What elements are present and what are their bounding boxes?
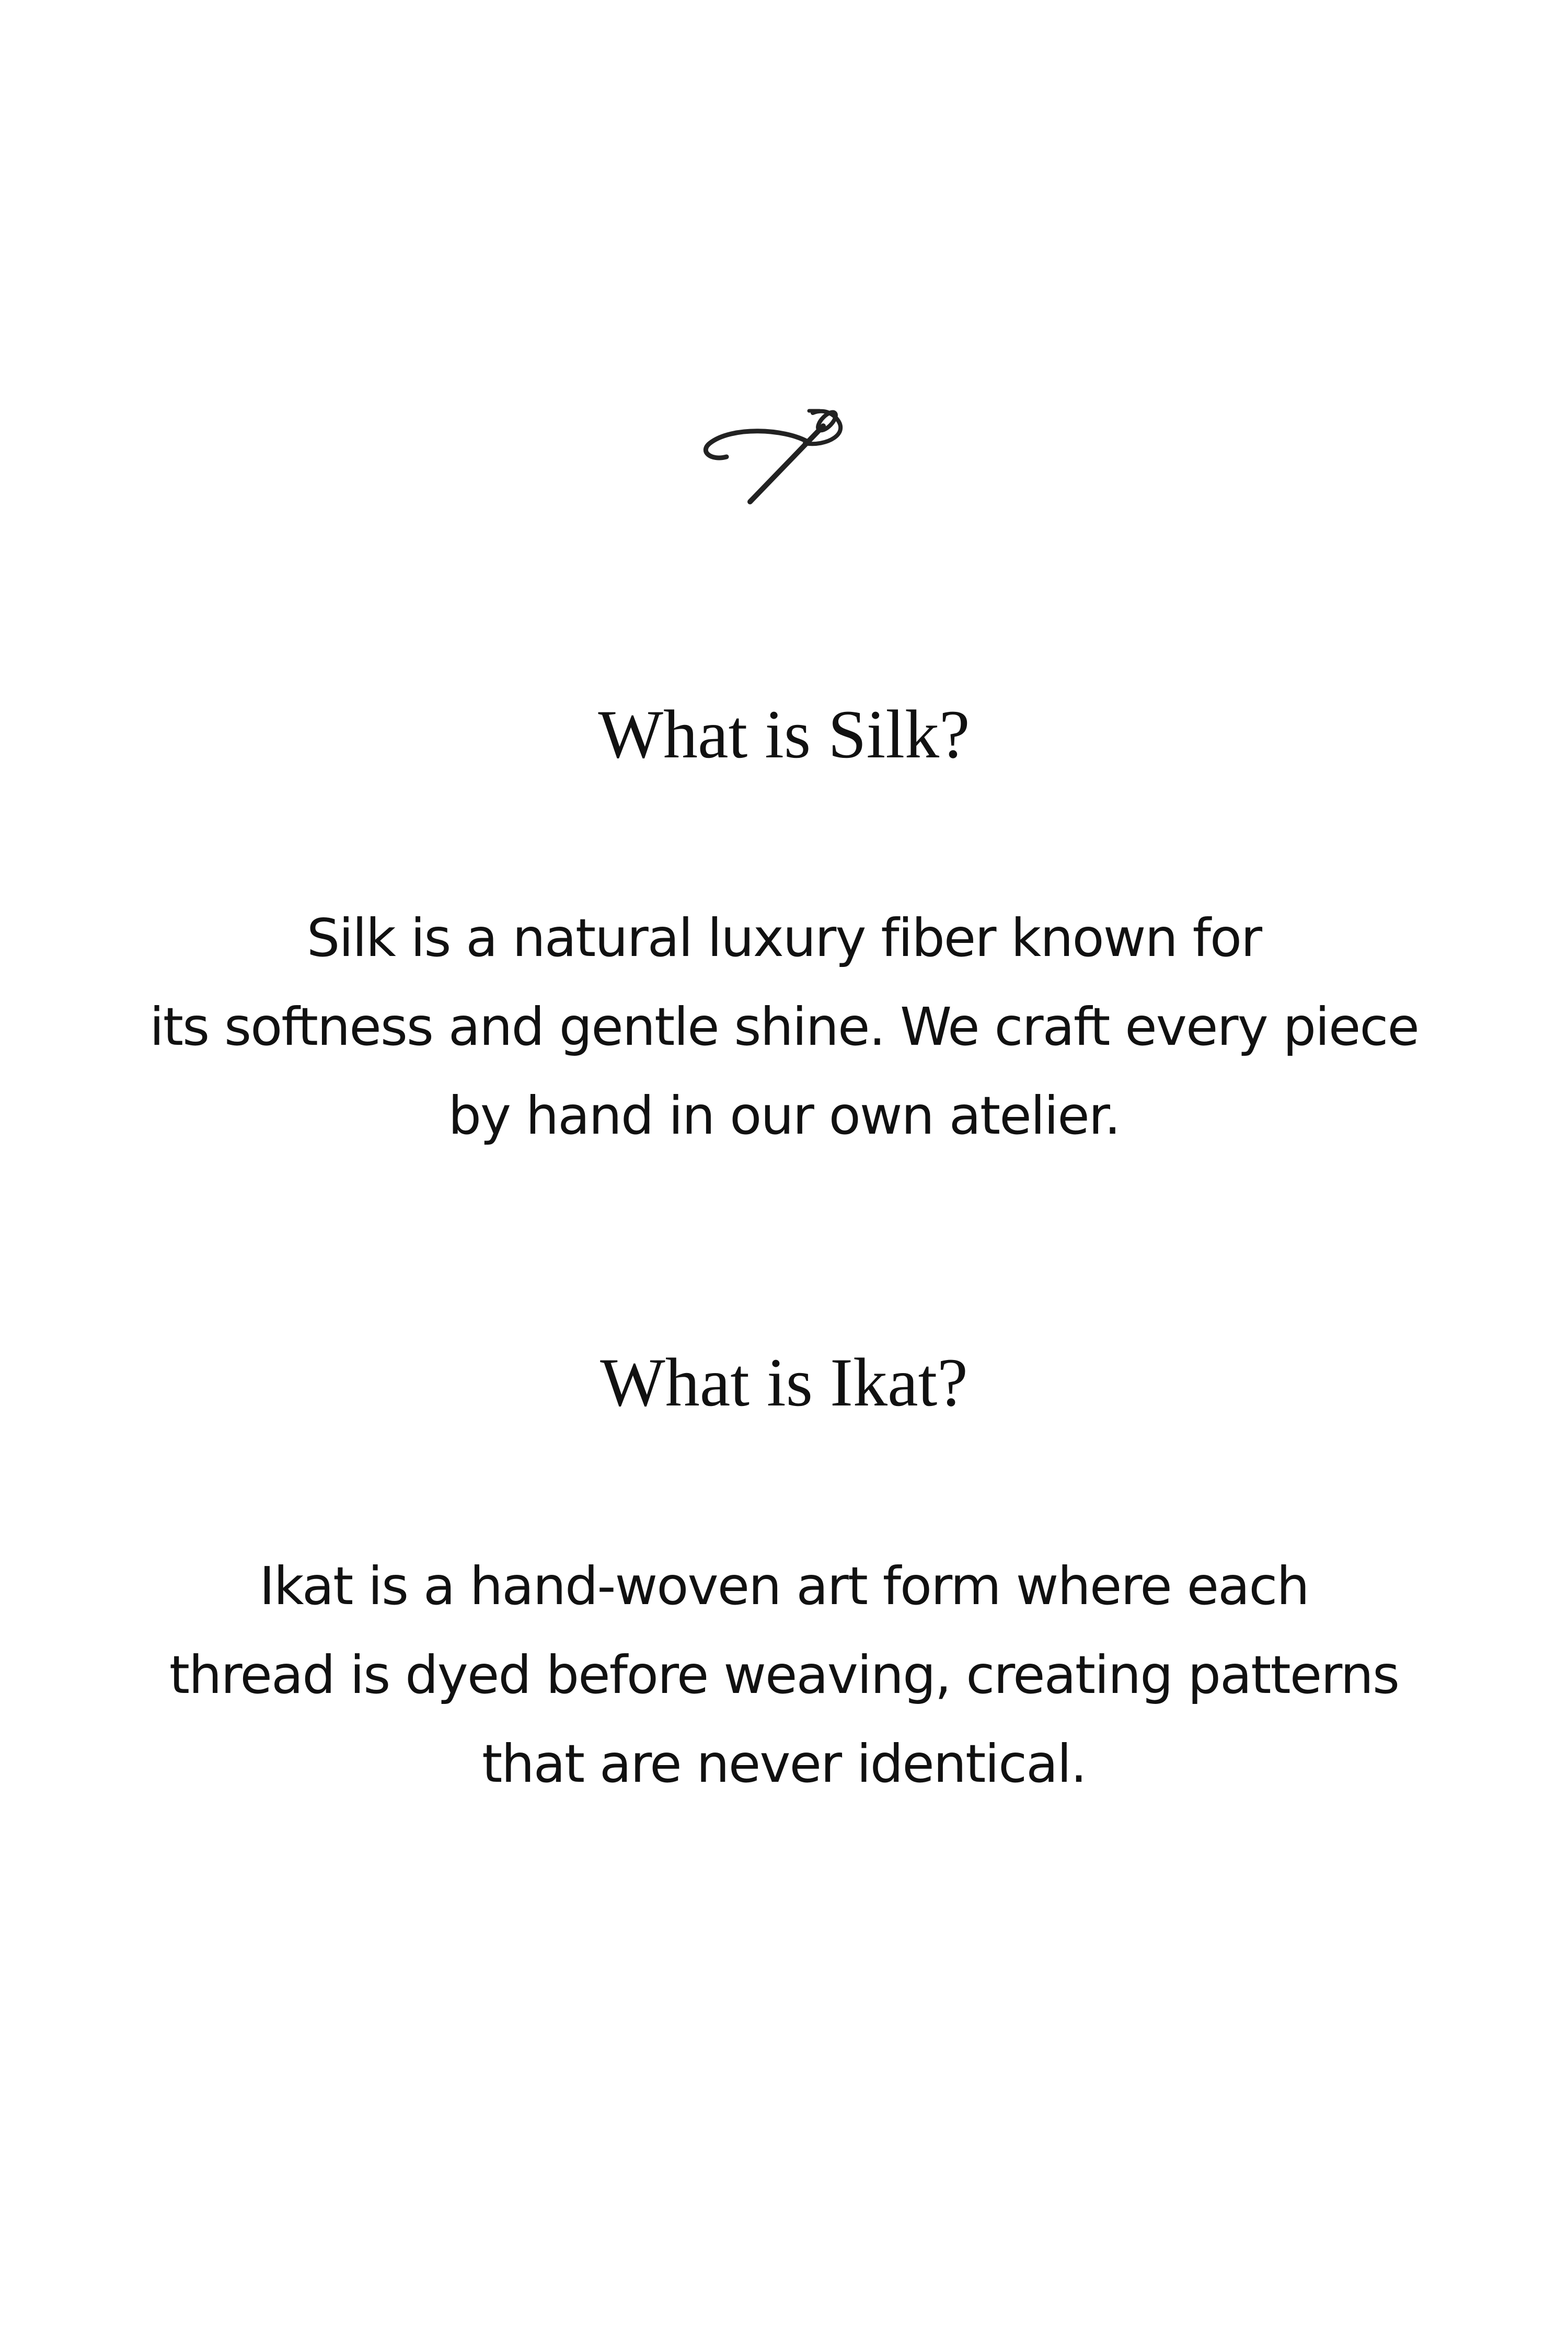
ikat-heading: What is Ikat? <box>600 1344 968 1421</box>
needle-and-thread-icon <box>695 402 852 512</box>
silk-description-line: by hand in our own atelier. <box>448 1085 1120 1146</box>
ikat-description <box>0 1542 1568 1808</box>
silk-heading: What is Silk? <box>598 696 970 773</box>
silk-description <box>0 894 1568 1160</box>
ikat-section <box>0 1341 1568 1808</box>
silk-description-line: Silk is a natural luxury fiber known for <box>306 907 1262 969</box>
ikat-description-line: thread is dyed before weaving, creating patterns <box>169 1644 1399 1705</box>
silk-description-line: its softness and gentle shine. We craft every piece <box>149 996 1419 1057</box>
silk-section <box>0 693 1568 1160</box>
ikat-description-line: Ikat is a hand-woven art form where each <box>259 1555 1309 1617</box>
ikat-description-line: that are never identical. <box>482 1733 1086 1794</box>
